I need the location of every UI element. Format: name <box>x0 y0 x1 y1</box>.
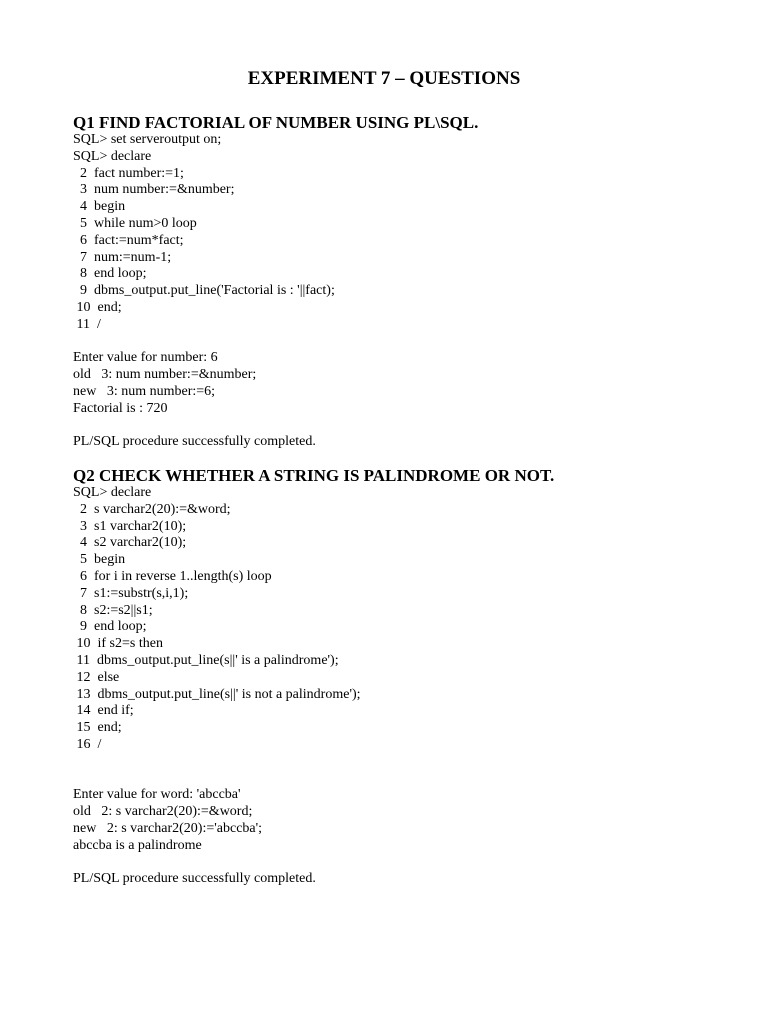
output-line: PL/SQL procedure successfully completed. <box>73 434 316 450</box>
code-line: SQL> declare <box>73 148 152 164</box>
code-line: 9 end loop; <box>73 619 147 635</box>
code-line: 10 end; <box>73 299 122 315</box>
output-line: old 2: s varchar2(20):=&word; <box>73 804 253 820</box>
blank-line <box>73 855 733 872</box>
code-line: 6 fact:=num*fact; <box>73 232 184 248</box>
blank-line <box>73 334 733 351</box>
code-line: 5 while num>0 loop <box>73 215 197 231</box>
code-line: 7 num:=num-1; <box>73 249 172 265</box>
code-line: 6 for i in reverse 1..length(s) loop <box>73 568 272 584</box>
question-1-section <box>73 112 733 451</box>
code-line: 7 s1:=substr(s,i,1); <box>73 585 189 601</box>
code-line: 4 s2 varchar2(10); <box>73 535 187 551</box>
question-2-section <box>73 465 733 888</box>
output-line: old 3: num number:=&number; <box>73 367 257 383</box>
blank-line <box>73 771 733 788</box>
code-line: 12 else <box>73 669 120 685</box>
output-line: PL/SQL procedure successfully completed. <box>73 871 316 887</box>
code-line: 15 end; <box>73 720 122 736</box>
code-line: 5 begin <box>73 552 126 568</box>
question-1-heading: Q1 FIND FACTORIAL OF NUMBER USING PL\SQL. <box>73 113 479 132</box>
code-line: 14 end if; <box>73 703 134 719</box>
code-line: 8 s2:=s2||s1; <box>73 602 153 618</box>
output-line: Enter value for number: 6 <box>73 350 218 366</box>
blank-line <box>73 418 733 435</box>
code-line: 3 num number:=&number; <box>73 182 235 198</box>
code-line: 11 dbms_output.put_line(s||' is a palindrome'); <box>73 652 339 668</box>
output-line: Enter value for word: 'abccba' <box>73 787 241 803</box>
document-title: EXPERIMENT 7 – QUESTIONS <box>247 68 521 89</box>
code-line: SQL> declare <box>73 485 152 500</box>
code-line: 11 / <box>73 316 101 332</box>
code-line: 3 s1 varchar2(10); <box>73 518 187 534</box>
code-line: 13 dbms_output.put_line(s||' is not a palindrome'); <box>73 686 361 702</box>
code-line: 4 begin <box>73 199 126 215</box>
blank-line <box>73 754 733 771</box>
code-line: 16 / <box>73 736 102 752</box>
code-line: SQL> set serveroutput on; <box>73 132 222 147</box>
code-line: 10 if s2=s then <box>73 636 163 652</box>
code-line: 2 fact number:=1; <box>73 165 184 181</box>
code-line: 2 s varchar2(20):=&word; <box>73 501 231 517</box>
output-line: new 2: s varchar2(20):='abccba'; <box>73 820 263 836</box>
question-2-heading: Q2 CHECK WHETHER A STRING IS PALINDROME OR NOT. <box>73 466 555 485</box>
output-line: abccba is a palindrome <box>73 837 202 853</box>
code-line: 9 dbms_output.put_line('Factorial is : '||fact); <box>73 283 335 299</box>
output-line: new 3: num number:=6; <box>73 383 216 399</box>
code-line: 8 end loop; <box>73 266 147 282</box>
output-line: Factorial is : 720 <box>73 400 168 416</box>
